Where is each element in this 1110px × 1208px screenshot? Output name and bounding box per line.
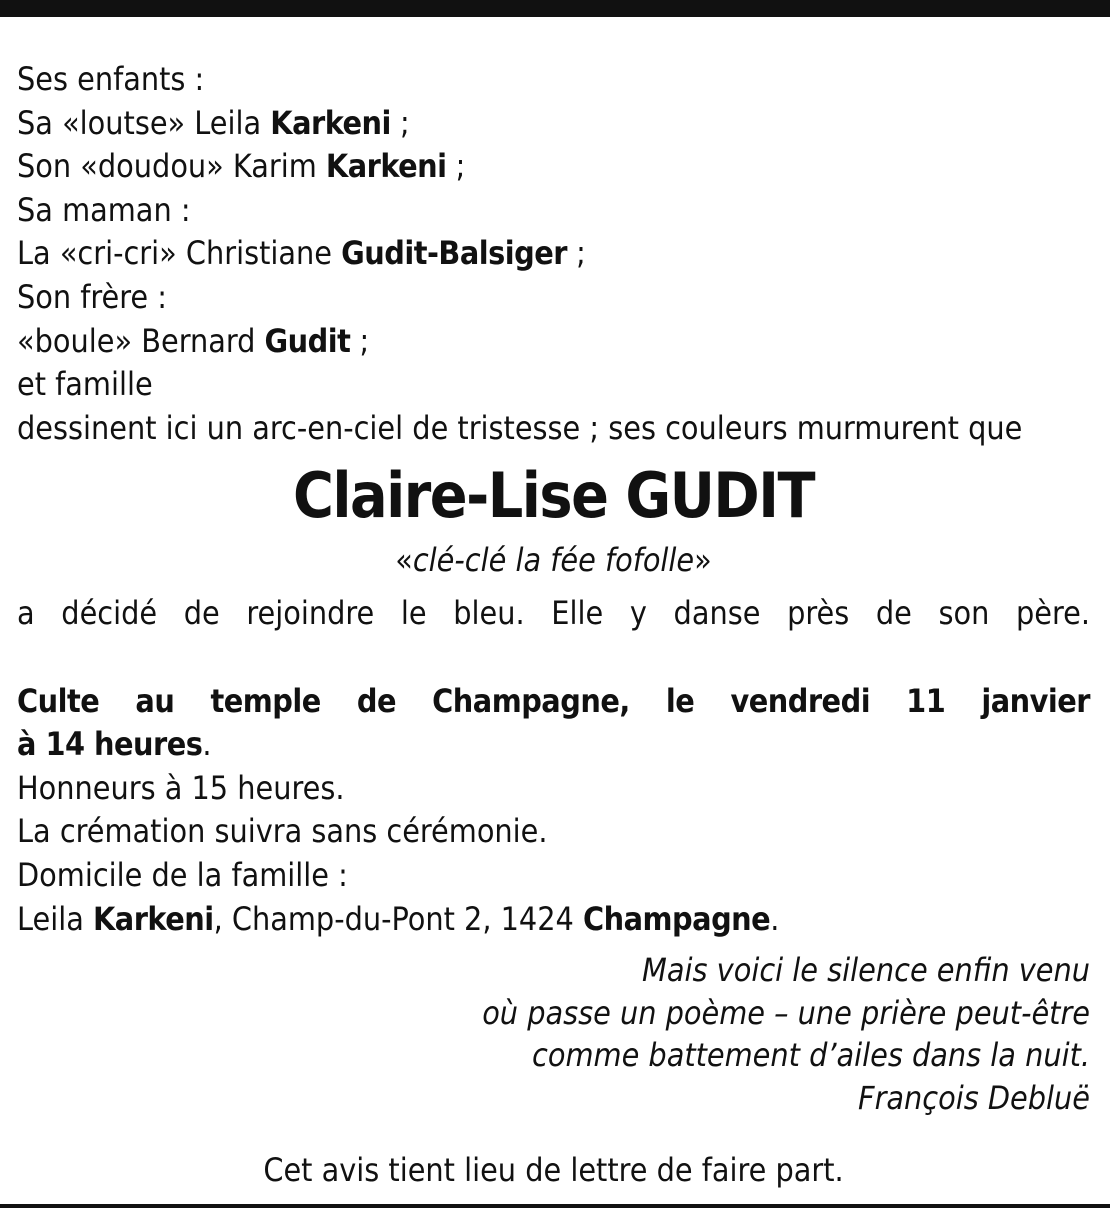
farewell-message: a décidé de rejoindre le bleu. Elle y danse près de son père. xyxy=(17,594,1090,633)
family-line-leila: Sa «loutse» Leila Karkeni ; xyxy=(17,103,410,142)
ceremony-line: Culte au temple de Champagne, le vendredi 11 janvier xyxy=(17,681,1090,720)
family-line-children-heading: Ses enfants : xyxy=(17,60,205,98)
poem-line: comme battement d’ailes dans la nuit. xyxy=(532,1036,1090,1075)
closing-note: Cet avis tient lieu de lettre de faire part. xyxy=(263,1151,844,1190)
details-domicile-heading: Domicile de la famille : xyxy=(17,855,348,894)
poem-line: où passe un poème – une prière peut-être xyxy=(482,993,1090,1032)
details-cremation: La crémation suivra sans cérémonie. xyxy=(17,812,548,851)
family-line-karim: Son «doudou» Karim Karkeni ; xyxy=(17,147,466,186)
family-line-rainbow: dessinent ici un arc-en-ciel de tristesse ; ses couleurs murmurent que xyxy=(17,408,1023,447)
details-list xyxy=(17,767,1090,941)
poem-quote xyxy=(17,949,1090,1119)
family-address: Leila Karkeni, Champ-du-Pont 2, 1424 Champagne. xyxy=(17,899,780,938)
family-line-christiane: La «cri-cri» Christiane Gudit-Balsiger ; xyxy=(17,234,586,273)
obituary-notice xyxy=(17,58,1090,1193)
ceremony-time: à 14 heures xyxy=(17,725,203,764)
poem-line: Mais voici le silence enfin venu xyxy=(642,951,1090,990)
deceased-name: Claire-Lise GUDIT xyxy=(292,459,815,533)
family-list xyxy=(17,58,1090,450)
family-line-brother-heading: Son frère : xyxy=(17,277,167,316)
family-line-mother-heading: Sa maman : xyxy=(17,190,191,229)
family-line-bernard: «boule» Bernard Gudit ; xyxy=(17,321,370,360)
top-rule xyxy=(0,0,1110,17)
deceased-nickname: «clé-clé la fée fofolle» xyxy=(395,541,712,580)
details-honours: Honneurs à 15 heures. xyxy=(17,768,345,807)
ceremony-info: Culte au temple de Champagne, le vendredi 11 janvier à 14 heures. xyxy=(17,681,1090,764)
family-line-and-family: et famille xyxy=(17,365,153,404)
spacer xyxy=(17,636,1090,680)
poem-author: François Debluë xyxy=(858,1078,1090,1117)
bottom-rule xyxy=(0,1204,1110,1208)
